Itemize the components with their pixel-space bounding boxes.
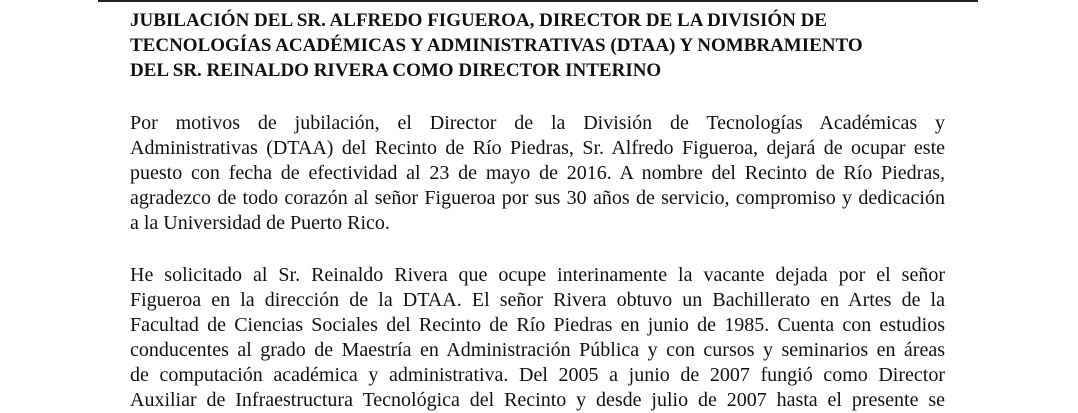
heading-line: TECNOLOGÍAS ACADÉMICAS Y ADMINISTRATIVAS (DTAA) Y NOMBRAMIENTO xyxy=(130,35,863,56)
document-body xyxy=(130,8,945,413)
paragraph-appointment xyxy=(130,263,945,413)
paragraph-line: Figueroa en la dirección de la DTAA. El señor Rivera obtuvo un Bachillerato en Artes de la xyxy=(130,289,945,311)
document-heading xyxy=(130,8,945,83)
paragraph-line: puesto con fecha de efectividad al 23 de mayo de 2016. A nombre del Recinto de Río Piedras, xyxy=(130,162,945,184)
paragraph-line: conducentes al grado de Maestría en Administración Pública y con cursos y seminarios en áreas xyxy=(130,339,945,361)
heading-line: DEL SR. REINALDO RIVERA COMO DIRECTOR INTERINO xyxy=(130,60,662,81)
paragraph-line: Facultad de Ciencias Sociales del Recinto de Río Piedras en junio de 1985. Cuenta con estudios xyxy=(130,314,945,336)
paragraph-line: Por motivos de jubilación, el Director de la División de Tecnologías Académicas y xyxy=(130,112,945,134)
paragraph-line: He solicitado al Sr. Reinaldo Rivera que ocupe interinamente la vacante dejada por el señor xyxy=(130,264,945,286)
paragraph-line: Administrativas (DTAA) del Recinto de Río Piedras, Sr. Alfredo Figueroa, dejará de ocupar este xyxy=(130,137,945,159)
paragraph-retirement xyxy=(130,111,945,236)
paragraph-line: Auxiliar de Infraestructura Tecnológica del Recinto y desde julio de 2007 hasta el presente se xyxy=(130,389,945,411)
top-rule xyxy=(98,0,978,2)
paragraph-line: de computación académica y administrativa. Del 2005 a junio de 2007 fungió como Director xyxy=(130,364,945,386)
paragraph-line: agradezco de todo corazón al señor Figueroa por sus 30 años de servicio, compromiso y dedicación xyxy=(130,187,945,209)
heading-line: JUBILACIÓN DEL SR. ALFREDO FIGUEROA, DIRECTOR DE LA DIVISIÓN DE xyxy=(130,10,827,31)
paragraph-line: a la Universidad de Puerto Rico. xyxy=(130,212,390,234)
